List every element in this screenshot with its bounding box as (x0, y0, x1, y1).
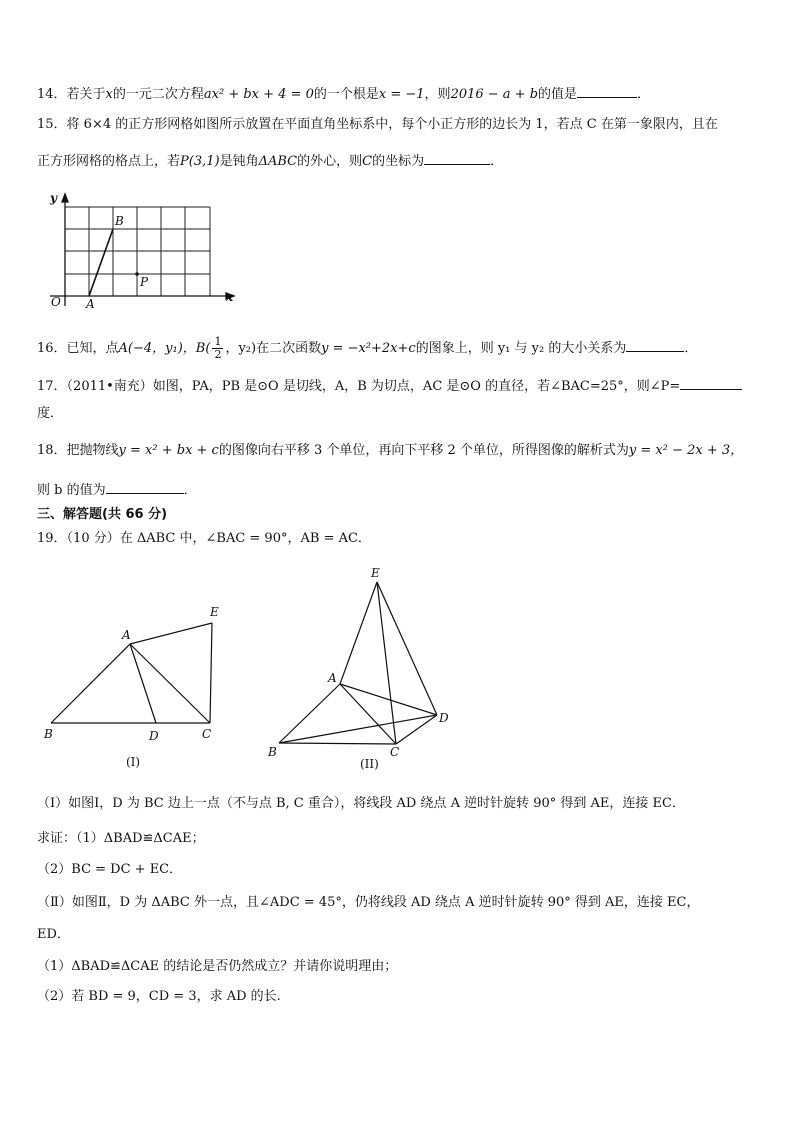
question-17-line2: 度． (37, 406, 64, 421)
fig2-label-d: D (439, 711, 449, 725)
point-p-dot (135, 272, 139, 276)
segment-bc (279, 743, 396, 744)
point-p-label: P (140, 275, 149, 289)
fig2-label-b: B (268, 745, 277, 759)
question-19-part2-cont: ED． (37, 927, 70, 942)
point-a-label: A (86, 297, 95, 310)
question-14: 14．若关于x的一元二次方程ax² + bx + 4 = 0的一个根是x = −1，则2016 − a + b的值是 ． (37, 83, 650, 104)
fig1-label-e: E (210, 605, 219, 619)
fig1-label-c: C (202, 727, 212, 741)
segment-ae (130, 623, 212, 644)
segment-ba (51, 644, 130, 723)
answer-blank-17[interactable] (680, 375, 742, 390)
figure-2 (262, 564, 462, 764)
question-19-prove2: （2）BC = DC + EC． (37, 862, 183, 877)
section-3-heading: 三、解答题(共 66 分) (37, 507, 168, 522)
segment-bd (279, 715, 437, 743)
segment-ec (210, 623, 212, 723)
answer-blank-18[interactable] (106, 479, 184, 494)
question-19-part2: （Ⅱ）如图Ⅱ，D 为 ΔABC 外一点，且∠ADC = 45°，仍将线段 AD 绕点 A 逆时针旋转 90° 得到 AE，连接 EC， (37, 895, 700, 910)
segment-ec (377, 582, 396, 744)
y-axis-arrow (62, 194, 68, 202)
question-19-header: 19．（10 分）在 ΔABC 中，∠BAC = 90°，AB = AC． (37, 531, 371, 546)
y-axis-label: y (50, 191, 57, 205)
answer-blank-14[interactable] (577, 83, 637, 98)
segment-cd (396, 715, 437, 744)
question-15-line2: 正方形网格的格点上，若P(3,1)是钝角ΔABC的外心，则C的坐标为 ． (37, 150, 503, 171)
question-19-sub1: （1）ΔBAD≌ΔCAE 的结论是否仍然成立？并请你说明理由； (37, 959, 398, 974)
segment-ed (377, 582, 437, 715)
segment-ae (340, 582, 377, 684)
fig1-label-d: D (149, 729, 159, 742)
segment-ac (130, 644, 210, 723)
fig2-label-a: A (328, 671, 337, 685)
grid-figure (44, 188, 244, 310)
point-b-label: B (115, 214, 124, 228)
grid-lines (65, 207, 210, 296)
fig2-label-c: C (390, 745, 400, 759)
question-15-line1: 15．将 6×4 的正方形网格如图所示放置在平面直角坐标系中，每个小正方形的边长为 1，若点 C 在第一象限内，且在 (37, 117, 718, 132)
answer-blank-16[interactable] (626, 337, 684, 352)
segment-ad (130, 644, 156, 723)
answer-blank-15[interactable] (424, 150, 490, 165)
question-19-sub2: （2）若 BD = 9，CD = 3，求 AD 的长. (37, 989, 281, 1004)
fraction-one-half: $\frac{1}{2}$ (214, 335, 222, 361)
question-18-line2: 则 b 的值为 ． (37, 479, 197, 500)
fig1-label-a: A (122, 628, 131, 642)
question-19-prove1: 求证：（1）ΔBAD≌ΔCAE； (37, 831, 205, 846)
figure-2-caption: (II) (360, 757, 379, 771)
origin-label: O (51, 295, 61, 309)
fig2-label-e: E (371, 566, 380, 580)
figure-1 (38, 600, 228, 742)
x-axis-label: x (226, 290, 234, 304)
question-19-part1: （Ⅰ）如图Ⅰ，D 为 BC 边上一点（不与点 B, C 重合），将线段 AD 绕点 A 逆时针旋转 90° 得到 AE，连接 EC． (37, 796, 685, 811)
question-17-line1: 17．（2011•南充）如图，PA，PB 是⊙O 是切线，A，B 为切点，AC 是⊙O 的直径，若∠BAC=25°，则∠P= (37, 375, 742, 396)
question-18-line1: 18．把抛物线y = x² + bx + c的图像向右平移 3 个单位，再向下平移 2 个单位，所得图像的解析式为y = x² − 2x + 3， (37, 443, 744, 458)
fig1-label-b: B (44, 727, 53, 741)
segment-ab (89, 229, 113, 296)
question-16: 16．已知，点A(−4，y₁)，B( $\frac{1}{2}$ ，y₂)在二次函数y = −x²+2x+c的图象上，则 y₁ 与 y₂ 的大小关系为 ． (37, 335, 698, 361)
figure-1-caption: (I) (126, 755, 141, 769)
